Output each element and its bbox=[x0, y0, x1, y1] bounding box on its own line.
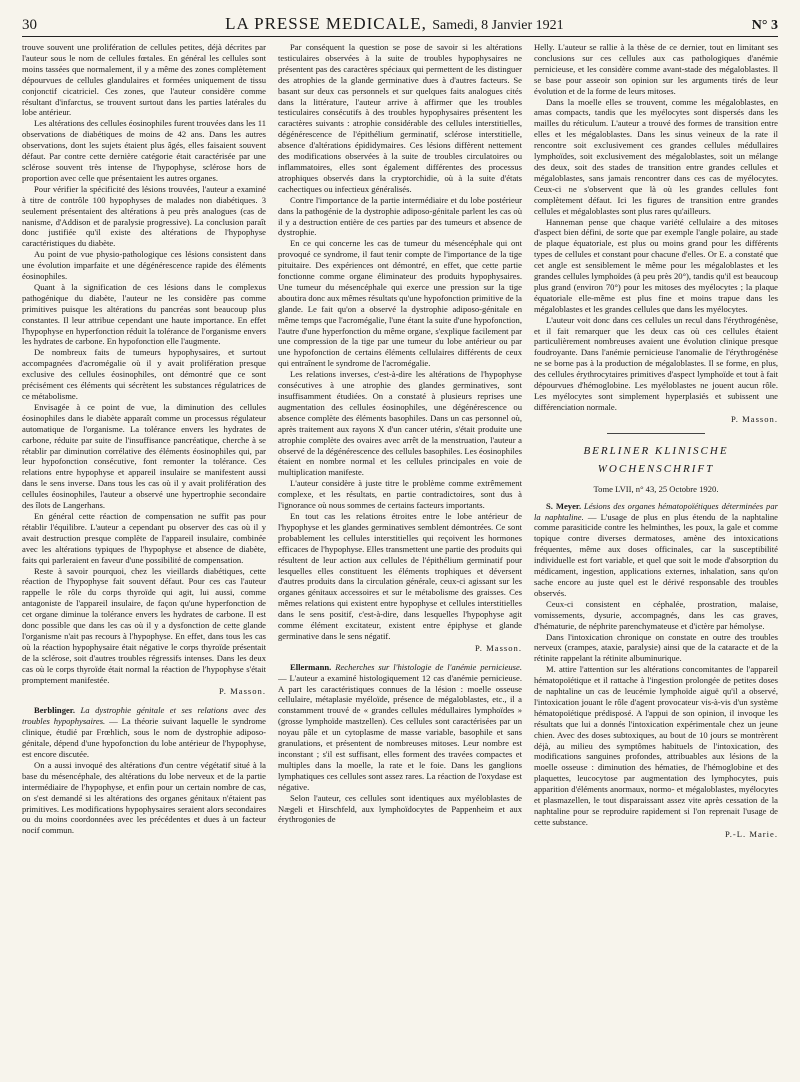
paragraph: Helly. L'auteur se rallie à la thèse de ce dernier, tout en limitant ses conclusions sur ces cellules aux cas pathologiques d'anémie pernicieuse, et les considère comme avant-stade des mégaloblastes. Il se base pour asseoir son opinion sur les arguments tirés de leur évolution et de la forme de leurs mitoses. bbox=[534, 42, 778, 96]
paragraph: Pour vérifier la spécificité des lésions trouvées, l'auteur a examiné à titre de contrôle 100 hypophyses de malades non diabétiques. 3 seulement présentaient des altérations à peu près analogues (cas de nanisme, d'Addison et de paralysie progressive). La conclusion paraît donc justifiée qu'il existe des altérations de l'hypophyse caractéristiques du diabète. bbox=[22, 183, 266, 249]
signature: P.-L. Marie. bbox=[724, 828, 778, 839]
paragraph: L'auteur considère à juste titre le problème comme extrêmement complexe, et les résultats, en partie contradictoires, sont dus à l'ignorance où nous sommes de certains facteurs importants. bbox=[278, 478, 522, 511]
abstract-author: S. Meyer. bbox=[546, 500, 582, 511]
paragraph: Ceux-ci consistent en céphalée, prostration, malaise, vomissements, dysurie, accompagnés, dans les cas graves, d'hématurie, de néphrite parenchymateuse et d'ictère par hémolyse. bbox=[534, 598, 778, 631]
abstract-title: La dystrophie génitale et ses relations avec des troubles hypophysaires. bbox=[22, 705, 266, 727]
paragraph: trouve souvent une prolifération de cellules petites, déjà décrites par l'auteur sous le nom de cellules fœtales. En général les cellules sont moins tassées que normalement, il y a même des zones complètement dépourvues de cellules glandulaires et formées uniquement de tissu conjonctif cicatriciel. Ces zones, que l'auteur considère comme résultant d'infarctus, se trouvent surtout dans les parties latérales du lobe antérieur. bbox=[22, 42, 266, 118]
paragraph: On a aussi invoqué des altérations d'un centre végétatif situé à la base du mésencéphale, des altérations du lobe nerveux et de la partie intermédiaire de l'hypophyse, et enfin pour un certain nombre de cas, on s'est demandé si les altérations des organes génitaux n'étaient pas primitives. Les modifications hypophysaires seraient alors secondaires ou du moins coordonnées avec les précédentes et dues à un facteur nocif commun. bbox=[22, 759, 266, 836]
paragraph: De nombreux faits de tumeurs hypophysaires, et surtout accompagnées d'acromégalie où il y avait prolifération presque exclusive des cellules éosinophiles, ont démontré que ce sont précisément ces éléments qui sécrètent les substances régulatrices de ce métabolisme. bbox=[22, 347, 266, 401]
journal-section-title: BERLINER KLINISCHE bbox=[583, 444, 729, 457]
paragraph: Selon l'auteur, ces cellules sont identiques aux myéloblastes de Nægeli et Hirschfeld, aux lymphoïdocytes de Pappenheim et aux érythrogonies de bbox=[278, 792, 522, 825]
paragraph: En tout cas les relations étroites entre le lobe antérieur de l'hypophyse et les glandes germinatives semblent démontrées. Ce sont probablement les cellules interstitielles qui reçoivent les hormones efficaces de l'hypophyse. Elles transmettent une partie des produits qui résultent de leur action aux cellules de l'épithélium germinatif pour lesquelles elles constituent les éléments trophiques et déversent d'autres produits dans la circulation générale, ceux-ci agissant sur les organes génitaux accessoires et sur le métabolisme des graisses. Ces mêmes relations qui existent entre hypophyse et cellules interstitielles dans le sens positif, c'est-à-dire, dans lesquelles l'hypophyse agit comme élément excitateur, existent entre épiphyse et glande germinative dans le sens négatif. bbox=[278, 510, 522, 641]
journal-title: LA PRESSE MEDICALE, bbox=[225, 14, 427, 33]
issue-date: Samedi, 8 Janvier 1921 bbox=[432, 18, 564, 33]
abstract-author: Berblinger. bbox=[34, 705, 75, 716]
issue-number: N° 3 bbox=[751, 18, 778, 33]
signature: P. Masson. bbox=[730, 413, 778, 424]
abstract-title: Lésions des organes hématopoïétiques déterminées par la naphtaline. bbox=[534, 500, 778, 522]
paragraph: L'auteur voit donc dans ces cellules un recul dans l'érythrogénèse, et il fait remarquer que les deux cas où ces cellules étaient particulièrement nombreuses avaient une évolution clinique presque foudroyante. Dans l'anémie pernicieuse l'anomalie de l'érythrogénèse ne se borne pas à la production de mégaloblastes. Il se forme, en plus, des cellules érythrocytaires primitives d'aspect lymphoïde et tout à fait dépourvues d'hémoglobine. Les myéloblastes ne jouent aucun rôle. Les myélocytes sont simplement hyperplasiés et subissent une différenciation normale. bbox=[534, 314, 778, 412]
abstract-paragraph bbox=[278, 662, 522, 793]
paragraph: Reste à savoir pourquoi, chez les vieillards diabétiques, cette réaction de l'hypophyse fait souvent défaut. Pour ces cas l'auteur rappelle le rôle du corps thyroïde qui agit, lui aussi, comme antagoniste de l'appareil insulaire, de façon qu'une hyperfonction de cet organe diminue la tolérance envers les hydrates de carbone. Il est donc possible que dans les cas où il y a dysfonction de cette glande l'organisme n'ait pas recours à l'hypophyse. En effet, dans tous les cas où la réaction hypophysaire était négative le corps thyroïde présentait de la sclérose, soit d'autres troubles régressifs intenses. Dans les deux cas où le corps thyroïde était normal la réaction de l'hypophyse s'était promptement manifestée. bbox=[22, 565, 266, 685]
abstract-paragraph bbox=[22, 705, 266, 760]
paragraph: Les altérations des cellules éosinophiles furent trouvées dans les 11 observations de diabétiques de moins de 42 ans. Dans les autres observations, dont les sujets étaient plus âgés, elles faisaient souvent défaut. Par contre cette dernière catégorie était caractérisée par une sclérose souvent très intense de l'hypophyse, sclérose hors de proportion avec celle que présentaient les autres organes. bbox=[22, 118, 266, 183]
abstract-paragraph bbox=[534, 501, 778, 599]
abstract-text: — L'auteur a examiné histologiquement 12 cas d'anémie pernicieuse. A part les caractéristiques connues de la lésion : moelle osseuse cellulaire, métaplasie myéloïde, présence de mégaloblastes, etc., il a constamment trouvé de « grandes cellules médullaires lymphoïdes » (grosse lymphoïde mastzellen). Ces cellules sont caractérisées par un noyau pâle et un cytoplasme de masse variable, basophile et sans granulations, et présentent de nombreuses mitoses. Leur nombre est inconstant ; s'il est suffisant, elles forment des travées compactes et multiples dans la moelle, la rate et le foie. Dans les ganglions lymphatiques ces cellules sont assez rares. La réaction de l'oxydase est négative. bbox=[278, 672, 522, 792]
page-header bbox=[22, 14, 778, 37]
paragraph: En ce qui concerne les cas de tumeur du mésencéphale qui ont provoqué ce syndrome, il faut tenir compte de l'importance de la tige pituitaire. Des expériences ont démontré, en effet, que cette partie fonctionne comme organe éliminateur des produits hypophysaires. Une tumeur du mésencéphale qui exerce une pression sur la tige aboutira donc aux mêmes résultats qu'une hypofonction primitive de la glande. Le fait qu'on a observé la dystrophie adiposo-génitale en même temps que l'acromégalie, l'une étant la suite d'une hypofonction, l'autre d'une hyperfonction du même organe, s'explique facilement par une compression de la tige par une tumeur du lobe antérieur ou par une hypofonction de certains éléments cellulaires différents de ceux qui entraînent le syndrome de l'acromégalie. bbox=[278, 238, 522, 369]
paragraph: Au point de vue physio-pathologique ces lésions consistent dans une évolution imparfaite et une dégénérescence rapide des éléments éosinophiles. bbox=[22, 249, 266, 282]
section-divider bbox=[607, 433, 705, 434]
article-columns bbox=[22, 42, 778, 1076]
journal-masthead bbox=[225, 14, 563, 34]
column-1 bbox=[22, 42, 266, 1076]
page-number: 30 bbox=[22, 17, 37, 33]
paragraph: Contre l'importance de la partie intermédiaire et du lobe postérieur dans la pathogénie de la dystrophie adiposo-génitale parlent les cas où il y a destruction entière de ces parties par des tumeurs et absence de dystrophie. bbox=[278, 194, 522, 238]
paragraph: Envisagée à ce point de vue, la diminution des cellules éosinophiles dans le diabète apparaît comme un processus régulateur automatique de l'organisme. La tolérance envers les hydrates de carbone, réduite par suite de l'insuffisance pancréatique, cherche à se rétablir par diminution corrélative des éléments éosinophiles qui, par leur hypofonction consécutive, font remonter la tolérance. Ces relations entre hypophyse et appareil insulaire se manifestent aussi dans le sens inverse. Dans tous les cas où il y avait prolifération des cellules éosinophiles, l'auteur a observé une hypertrophie secondaire des îlots de Langerhans. bbox=[22, 401, 266, 511]
abstract-title: Recherches sur l'histologie de l'anémie pernicieuse. bbox=[335, 661, 522, 672]
column-2 bbox=[278, 42, 522, 1076]
abstract-text: — La théorie suivant laquelle le syndrome clinique, étudié par Frœhlich, sous le nom de dystrophie adiposo-génitale, dépend d'une hypofonction du lobe antérieur de l'hypophyse, est encore discutée. bbox=[22, 716, 266, 759]
abstract-text: — L'usage de plus en plus étendu de la naphtaline comme parasiticide contre les helminthes, les poux, la gale et comme topique contre diverses dermatoses, amène des intoxications fréquentes, même aux doses officinales, car la susceptibilité individuelle est fort variable, et quel que soit le mode d'absorption du médicament, ingestion, applications externes, inhalation, sans qu'on sache encore au juste quel est le dérivé responsable des troubles observés. bbox=[534, 511, 778, 598]
paragraph: Dans la moelle elles se trouvent, comme les mégaloblastes, en amas compacts, tandis que les myélocytes sont dispersés dans les mailles du réticulum. L'auteur a trouvé des formes de transition entre elles et les mégaloblastes. Dans les sinus veineux de la rate il rencontre soit exclusivement ces grandes cellules médullaires lymphoïdes, soit exclusivement des mégaloblastes, soit un mélange des deux, soit des stades de transition entre grandes cellules et mégaloblastes, sans jamais rencontrer dans ces cas de myélocytes. Ceux-ci ne s'observent que là où les grandes cellules font complètement défaut. Ici les figures de transition entre grandes cellules et mégaloblastes sont plus rares qu'ailleurs. bbox=[534, 96, 778, 216]
paragraph: Par conséquent la question se pose de savoir si les altérations testiculaires observées à la suite de troubles hypophysaires ne présentent pas des caractères spéciaux qui permettent de les distinguer des atrophies de la glande germinative dues à d'autres facteurs. Se basant sur deux cas personnels et sur quelques faits analogues cités dans la littérature, l'auteur arrive à affirmer que les troubles testiculaires consécutifs à des troubles hypophysaires présentent les caractères suivants : atrophie considérable des cellules interstitielles, dégénérescence de l'épithélium germinatif, sclérose interstitielle, absence d'altérations épididymaires. Ces lésions diffèrent nettement des modifications observées à la suite de troubles circulatoires ou inflammatoires, elles sont également différentes des processus atrophiques observés dans la cryptorchidie, où à la suite d'états cachectiques ou infectieux généralisés. bbox=[278, 42, 522, 194]
paragraph: Hanneman pense que chaque variété cellulaire a des mitoses d'aspect bien défini, de sorte que par exemple l'angle polaire, au stade de plaque équatoriale, est plus ou moins grand pour les différents types de cellules et constant pour chacune d'elles. Or E. a constaté que cet angle est sensiblement le même pour les mégaloblastes et les grandes cellules lymphoïdes (à peu près 20°), tandis qu'il est beaucoup plus grand (environ 70°) pour les mitoses des myélocytes ; la plaque équatoriale elle-même est plus fine et moins trapue dans les mégaloblastes et les grandes cellules que dans les myélocytes. bbox=[534, 216, 778, 314]
journal-issue-line: Tome LVII, n° 43, 25 Octobre 1920. bbox=[593, 483, 719, 494]
paragraph: Les relations inverses, c'est-à-dire les altérations de l'hypophyse consécutives à une atrophie des glandes germinatives, sont insuffisamment étudiées. On a constaté à plusieurs reprises une augmentation des cellules éosinophiles, une dégénérescence ou absence complète des éléments basophiles. Dans un cas personnel où, après traitement aux rayons X d'un cancer utérin, s'était produite une atrophie complète des ovaires avec arrêt de la menstruation, l'auteur a observé de la dégénérescence des cellules basophiles. Les éosinophiles étaient en nombre normal et les cellules principales en voie de multiplication manifeste. bbox=[278, 369, 522, 478]
column-3 bbox=[534, 42, 778, 1076]
paragraph: Quant à la signification de ces lésions dans le complexus pathogénique du diabète, l'auteur ne les considère pas comme primitives puisque les altérations du pancréas sont beaucoup plus constantes. Il leur attribue cependant une haute importance. En effet l'hypophyse en hyperfonction réduit la tolérance de l'organisme envers les hydrates de carbone. En hypofonction elle l'augmente. bbox=[22, 281, 266, 347]
paragraph: M. attire l'attention sur les altérations concomitantes de l'appareil hématopoïétique et il rattache à l'ingestion prolongée de petites doses de naphtaline un cas de leucémie lymphoïde aiguë qu'il a observé, l'intoxication jouant le rôle d'agent provocateur vis-à-vis d'un système hématopoïétique prédisposé. A l'appui de son opinion, il invoque les résultats que lui a donnés l'intoxication expérimentale chez un jeune chien. Avec des doses subtoxiques, au bout de 10 jours se montrèrent déjà, au milieu des symptômes habituels de l'intoxication, des modifications sanguines profondes, attribuables aux lésions de la moelle osseuse : diminution des hématies, de l'hémoglobine et des plaquettes, leucocytose par augmentation des lymphocytes, puis apparition d'éléments anormaux, normo- et mégaloblastes, myélocytes et plasmazellen, le tout disparaissant assez vite après cessation de la naphtaline pour se reproduire rapidement si l'on reprenait l'usage de cette substance. bbox=[534, 664, 778, 827]
signature: P. Masson. bbox=[218, 686, 266, 697]
paragraph: Dans l'intoxication chronique on constate en outre des troubles nerveux (crampes, ataxie, paralysie) ainsi que de la cataracte et de la rétinite rappelant la rétinite albuminurique. bbox=[534, 631, 778, 664]
abstract-author: Ellermann. bbox=[290, 661, 332, 672]
signature: P. Masson. bbox=[474, 642, 522, 653]
journal-section-subtitle: WOCHENSCHRIFT bbox=[597, 462, 715, 475]
paragraph: En général cette réaction de compensation ne suffit pas pour rétablir l'équilibre. L'auteur a cependant pu observer des cas où il y avait destruction presque complète de l'appareil insulaire, combinée avec les altérations typiques de l'hypophyse et absence de diabète, faits qui parleraient en faveur d'une possibilité de compensation. bbox=[22, 510, 266, 565]
